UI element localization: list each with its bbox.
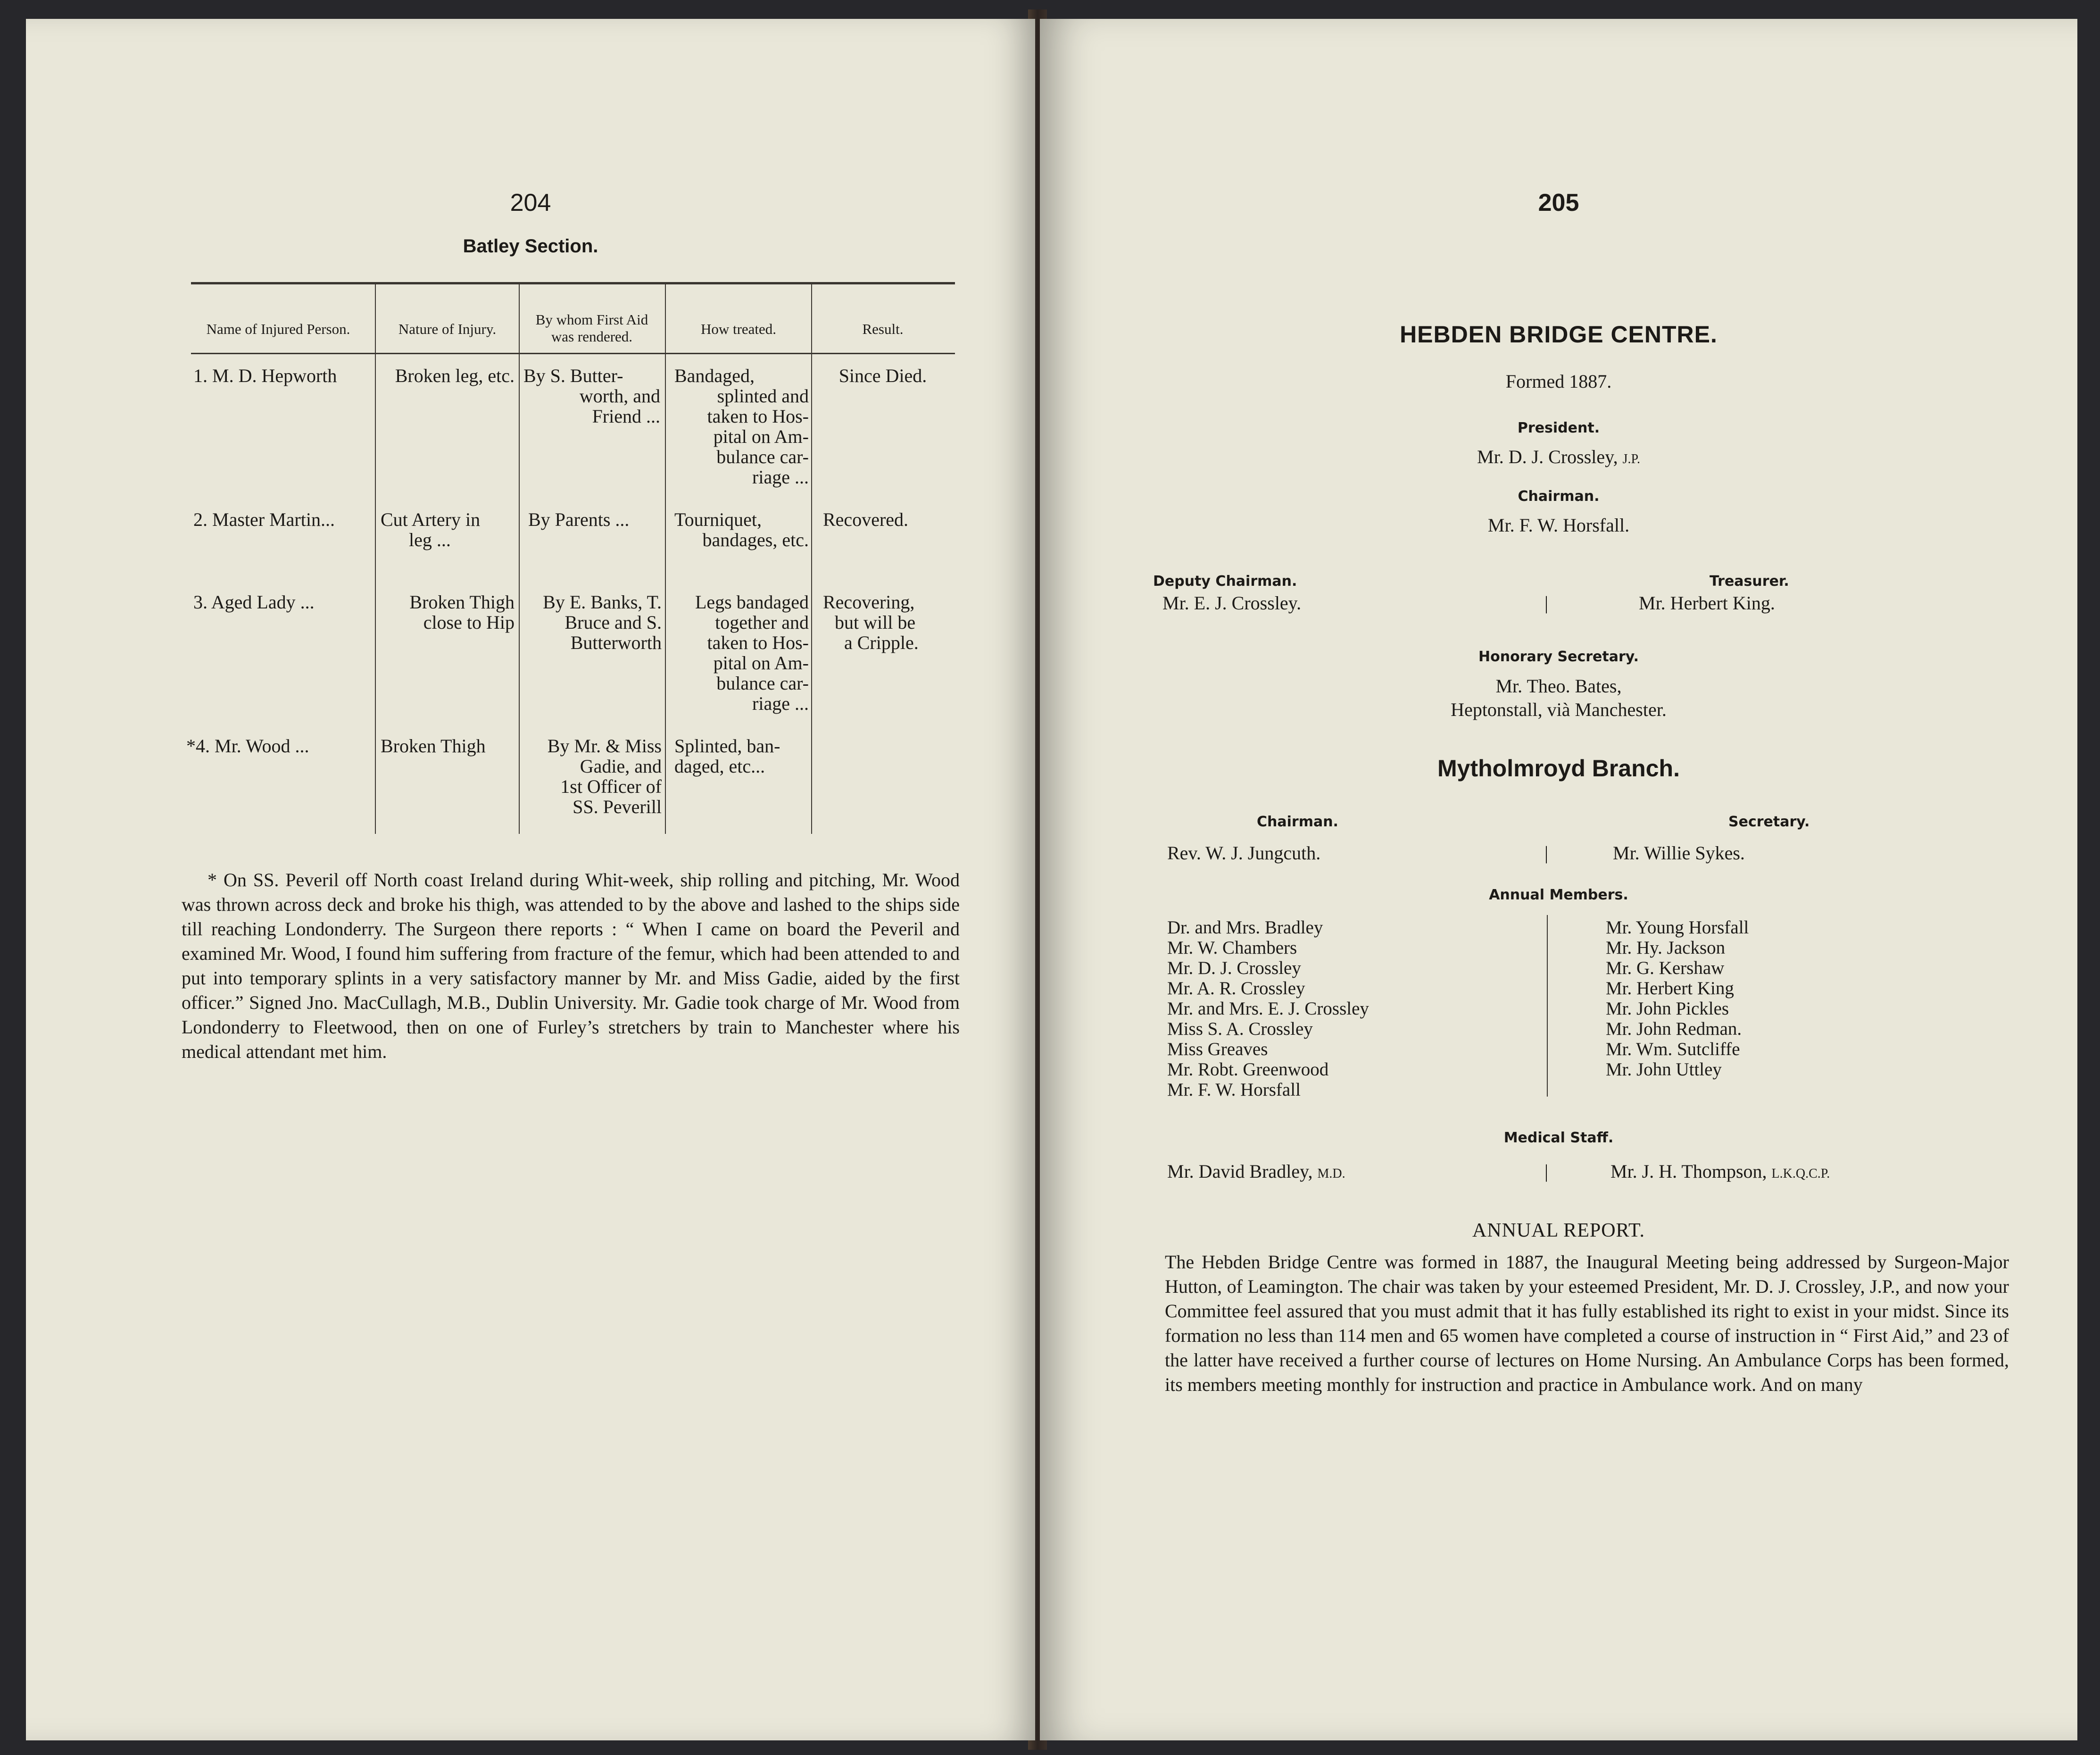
list-item: Mr. F. W. Horsfall [1167, 1080, 1301, 1100]
list-item: Mr. Herbert King [1606, 978, 1734, 998]
president-label: President. [1517, 420, 1600, 436]
president-name: Mr. D. J. Crossley, J.P. [1477, 446, 1640, 467]
list-item: Mr. John Uttley [1606, 1059, 1722, 1080]
secretary-address: Mr. Theo. Bates, Heptonstall, vià Manchester. [1451, 675, 1667, 720]
medical-right: Mr. J. H. Thompson, L.K.Q.C.P. [1610, 1161, 1830, 1182]
list-item: Mr. G. Kershaw [1606, 958, 1725, 978]
list-item: Mr. Young Horsfall [1606, 917, 1749, 938]
divider-bar: | [1544, 842, 1549, 864]
chairman-label: Chairman. [1518, 488, 1600, 505]
row3-name: 3. Aged Lady ... [193, 591, 315, 613]
left-page [26, 19, 1035, 1740]
row1-result: Since Died. [838, 365, 927, 386]
row1-name: 1. M. D. Hepworth [193, 365, 337, 386]
branch-chairman-label: Chairman. [1257, 814, 1338, 830]
members-label: Annual Members. [1489, 887, 1628, 903]
list-item: Mr. Wm. Sutcliffe [1606, 1039, 1740, 1059]
divider-bar: | [1544, 592, 1549, 614]
members-divider [1547, 915, 1548, 1097]
row4-treated: Splinted, ban- daged, etc... [674, 735, 780, 777]
list-item: Mr. John Pickles [1606, 998, 1729, 1019]
row4-by-whom: By Mr. & Miss Gadie, and 1st Officer of SS. Peverill [547, 735, 662, 817]
members-right-list [1606, 917, 1749, 1080]
list-item: Dr. and Mrs. Bradley [1167, 917, 1323, 938]
row3-treated: Legs bandaged together and taken to Hos- pital on Am- bulance car- riage ... [695, 591, 809, 714]
row2-name: 2. Master Martin... [193, 509, 335, 530]
row4-injury: Broken Thigh [381, 735, 486, 757]
header-name: Name of Injured Person. [206, 321, 350, 337]
divider-bar: | [1544, 1161, 1549, 1182]
list-item: Mr. Hy. Jackson [1606, 938, 1726, 958]
branch-chairman-name: Rev. W. J. Jungcuth. [1167, 842, 1321, 864]
list-item: Mr. W. Chambers [1167, 938, 1297, 958]
report-title: ANNUAL REPORT. [1472, 1220, 1645, 1241]
list-item: Mr. D. J. Crossley [1167, 958, 1301, 978]
row2-by-whom: By Parents ... [528, 509, 630, 530]
treasurer-label: Treasurer. [1710, 573, 1789, 590]
centre-title: HEBDEN BRIDGE CENTRE. [1400, 321, 1718, 348]
row3-injury: Broken Thigh close to Hip [409, 591, 515, 633]
formed-line: Formed 1887. [1505, 371, 1612, 392]
list-item: Miss Greaves [1167, 1039, 1268, 1059]
medical-left: Mr. David Bradley, M.D. [1167, 1161, 1345, 1182]
chairman-name: Mr. F. W. Horsfall. [1487, 515, 1630, 536]
medical-label: Medical Staff. [1503, 1130, 1614, 1146]
treasurer-name: Mr. Herbert King. [1639, 592, 1775, 614]
row2-result: Recovered. [823, 509, 909, 530]
secretary-label: Honorary Secretary. [1478, 649, 1639, 665]
members-left-list [1167, 917, 1369, 1100]
deputy-chairman-label: Deputy Chairman. [1153, 573, 1297, 590]
deputy-chairman-name: Mr. E. J. Crossley. [1162, 592, 1302, 614]
branch-secretary-label: Secretary. [1728, 814, 1810, 830]
list-item: Mr. Robt. Greenwood [1167, 1059, 1329, 1080]
right-page [1040, 19, 2077, 1740]
row2-injury: Cut Artery in leg ... [381, 509, 481, 550]
page-number-left: 204 [510, 189, 551, 216]
branch-secretary-name: Mr. Willie Sykes. [1613, 842, 1745, 864]
header-by-whom: By whom First Aid was rendered. [535, 311, 648, 345]
row1-by-whom: By S. Butter- worth, and Friend ... [523, 365, 660, 427]
row1-treated: Bandaged, splinted and taken to Hos- pital on Am- bulance car- riage ... [674, 365, 809, 488]
footnote: * On SS. Peveril off North coast Ireland during Whit-week, ship rolling and pitching, Mr. Wood was thrown across deck and broke his thigh, was attended to by the above and lashed to the ships side till reaching Londonderry. The Surgeon there reports : “ When I came on board the Peveril and examined Mr. Wood, I found him suffering from fracture of the femur, which had been attended to and put into temporary splints in a very satisfactory manner by Mr. and Miss Gadie, aided by the first officer.” Signed Jno. MacCullagh, M.B., Dublin University. Mr. Gadie took charge of Mr. Wood from Londonderry to Fleetwood, then on one of Furley’s stretchers by train to Manchester where his medical attendant met him. [182, 869, 960, 1062]
list-item: Mr. and Mrs. E. J. Crossley [1167, 998, 1369, 1019]
section-title: Batley Section. [463, 236, 598, 257]
row4-name: *4. Mr. Wood ... [186, 735, 309, 757]
list-item: Miss S. A. Crossley [1167, 1019, 1313, 1039]
header-injury: Nature of Injury. [398, 321, 497, 337]
list-item: Mr. A. R. Crossley [1167, 978, 1305, 998]
row1-injury: Broken leg, etc. [395, 365, 515, 386]
row3-by-whom: By E. Banks, T. Bruce and S. Butterworth [543, 591, 662, 653]
row2-treated: Tourniquet, bandages, etc. [674, 509, 809, 550]
header-result: Result. [862, 321, 904, 337]
list-item: Mr. John Redman. [1606, 1019, 1742, 1039]
branch-title: Mytholmroyd Branch. [1437, 755, 1680, 782]
header-treated: How treated. [700, 321, 777, 337]
page-number-right: 205 [1538, 189, 1579, 216]
report-text: The Hebden Bridge Centre was formed in 1887, the Inaugural Meeting being addressed by Surgeon-Major Hutton, of Leamington. The chair was taken by your esteemed President, Mr. D. J. Crossley, J.P., and now your Committee feel assured that you must admit that it has fully established its right to exist in your midst. Since its formation no less than 114 men and 65 women have completed a course of instruction in “ First Aid,” and 23 of the latter have received a further course of lectures on Home Nursing. An Ambulance Corps has been formed, its members meeting monthly for instruction and practice in Ambulance work. And on many [1165, 1251, 2009, 1395]
row3-result: Recovering, but will be a Cripple. [823, 591, 919, 653]
